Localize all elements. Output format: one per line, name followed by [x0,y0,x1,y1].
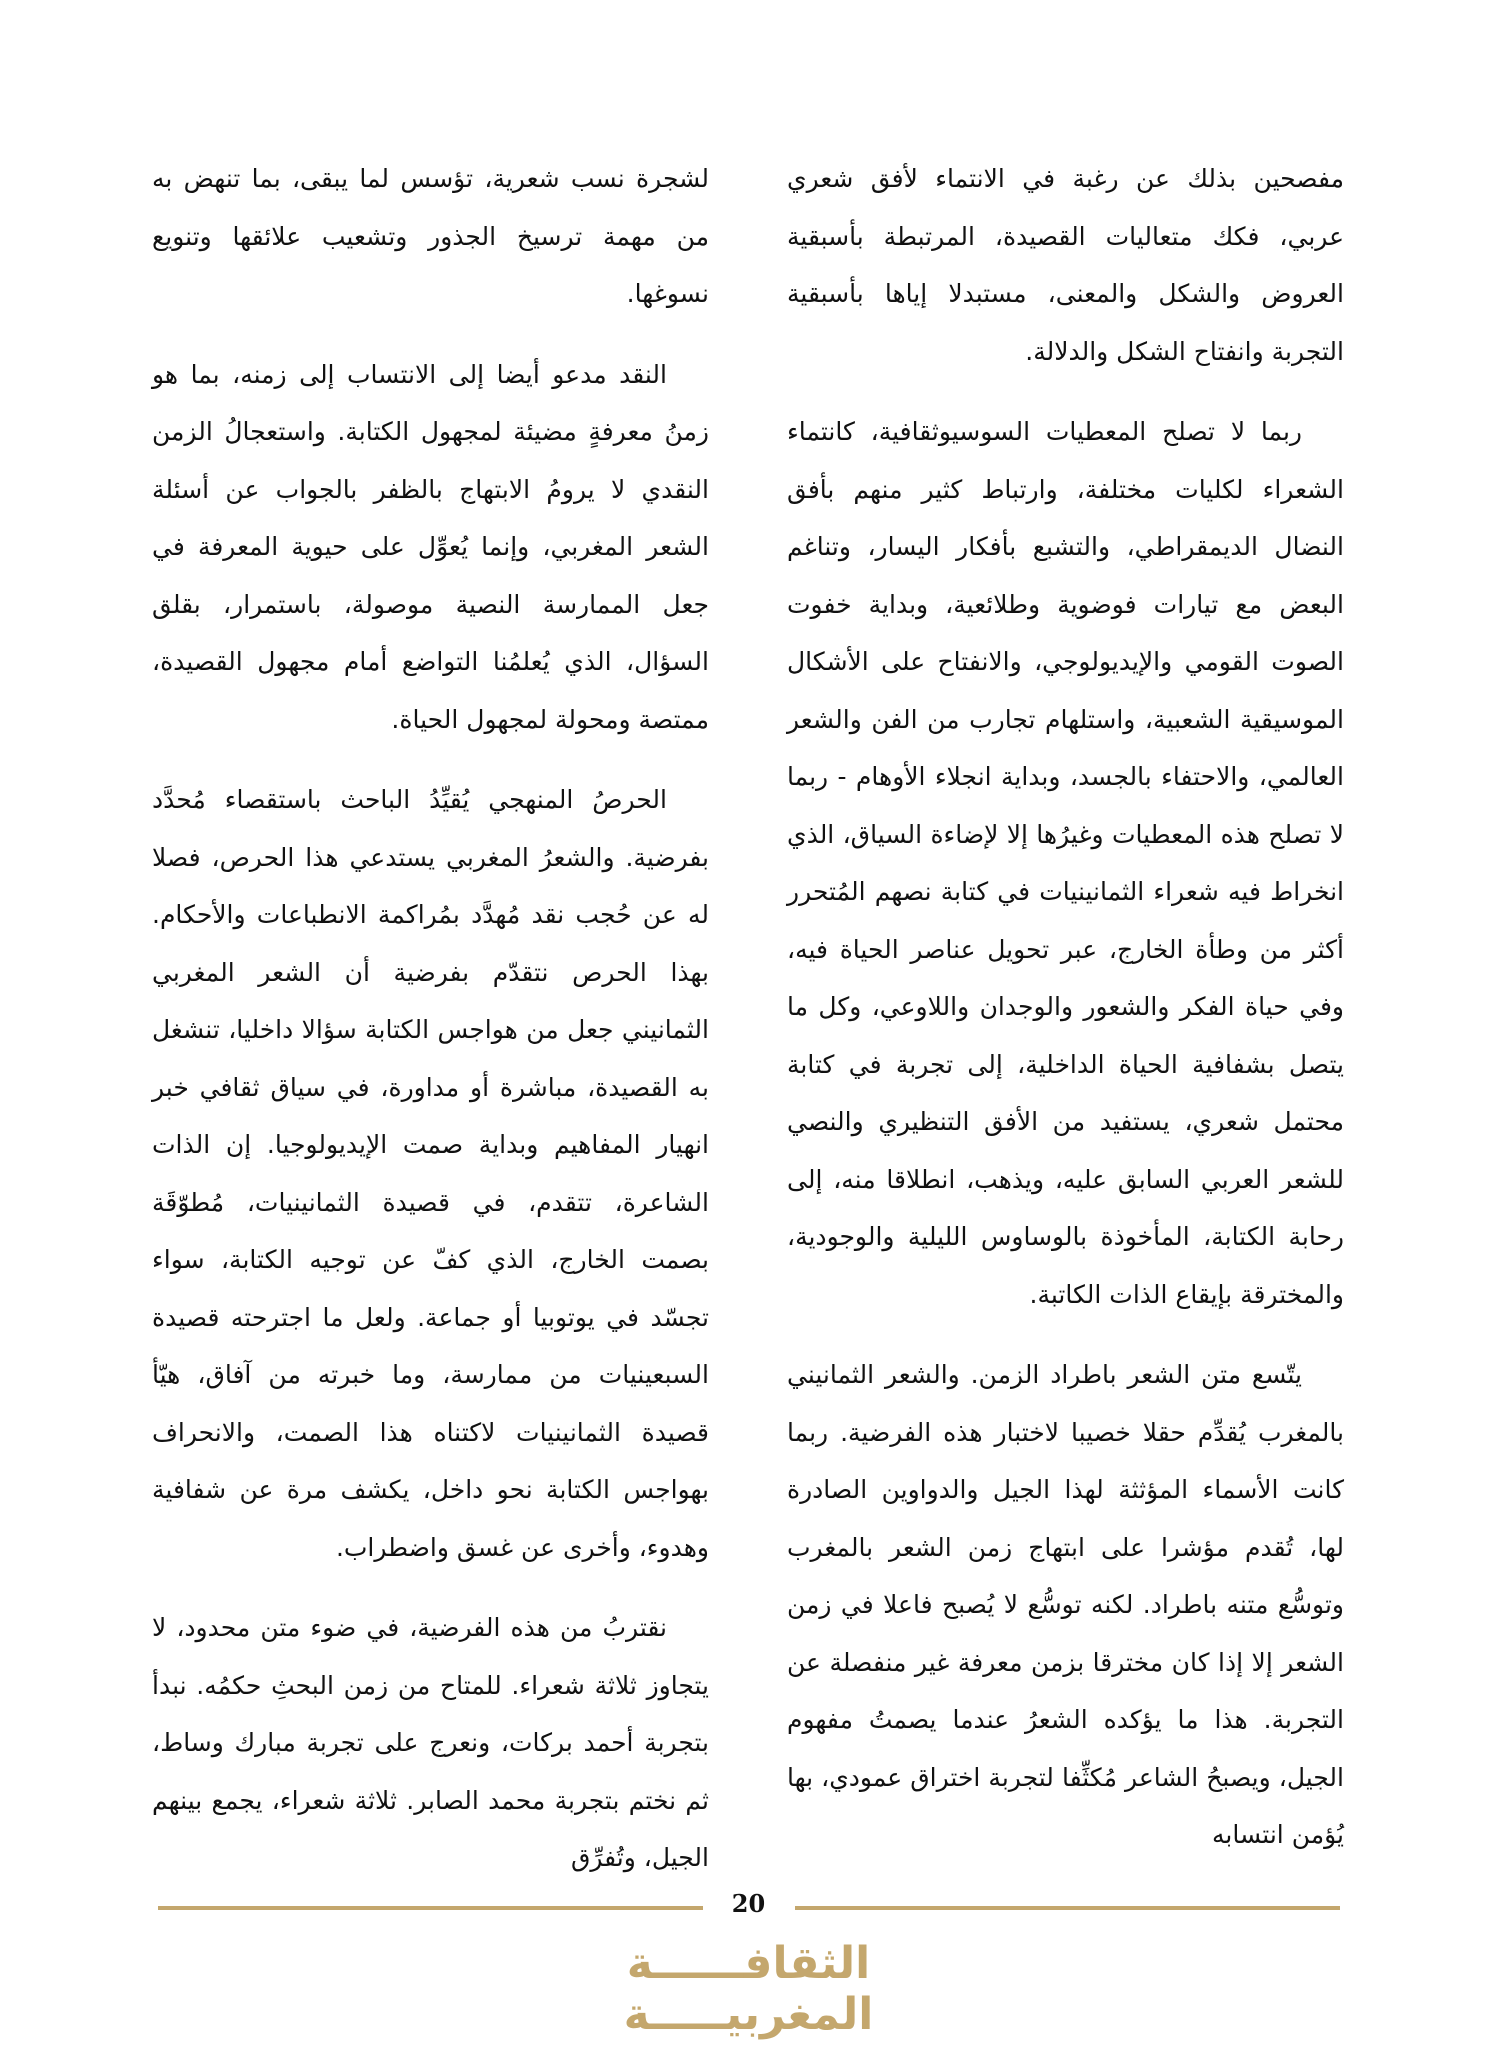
article-column-left [152,150,709,1910]
paragraph: نقتربُ من هذه الفرضية، في ضوء متن محدود، لا يتجاوز ثلاثة شعراء. للمتاح من زمن البحثِ حكمُه. نبدأ بتجربة أحمد بركات، ونعرج على تجربة مبارك وساط، ثم نختم بتجربة محمد الصابر. ثلاثة شعراء، يجمع بينهم الجيل، وتُفرِّق [152,1613,709,1872]
footer-divider-right [795,1906,1340,1910]
article-column-right [787,150,1344,1887]
paragraph: الحرصُ المنهجي يُقيِّدُ الباحث باستقصاء مُحدَّد بفرضية. والشعرُ المغربي يستدعي هذا الحرص، فصلا له عن حُجب نقد مُهدَّد بمُراكمة الانطباعات والأحكام. بهذا الحرص نتقدّم بفرضية أن الشعر المغربي الثمانيني جعل من هواجس الكتابة سؤالا داخليا، تنشغل به القصيدة، مباشرة أو مداورة، في سياق ثقافي خبر انهيار المفاهيم وبداية صمت الإيديولوجيا. إن الذات الشاعرة، تتقدم، في قصيدة الثمانينيات، مُطوّقَة بصمت الخارج، الذي كفّ عن توجيه الكتابة، سواء تجسّد في يوتوبيا أو جماعة. ولعل ما اجترحته قصيدة السبعينيات من ممارسة، وما خبرته من آفاق، هيّأ قصيدة الثمانينيات لاكتناه هذا الصمت، والانحراف بهواجس الكتابة نحو داخل، يكشف مرة عن شفافية وهدوء، وأخرى عن غسق واضطراب. [152,785,709,1562]
paragraph: ربما لا تصلح المعطيات السوسيوثقافية، كانتماء الشعراء لكليات مختلفة، وارتباط كثير منهم بأفق النضال الديمقراطي، والتشبع بأفكار اليسار، وتناغم البعض مع تيارات فوضوية وطلائعية، وبداية خفوت الصوت القومي والإيديولوجي، والانفتاح على الأشكال الموسيقية الشعبية، واستلهام تجارب من الفن والشعر العالمي، والاحتفاء بالجسد، وبداية انجلاء الأوهام - ربما لا تصلح هذه المعطيات وغيرُها إلا لإضاءة السياق، الذي انخراط فيه شعراء الثمانينيات في كتابة نصهم المُتحرر أكثر من وطأة الخارج، عبر تحويل عناصر الحياة فيه، وفي حياة الفكر والشعور والوجدان واللاوعي، وكل ما يتصل بشفافية الحياة الداخلية، إلى تجربة في كتابة محتمل شعري، يستفيد من الأفق التنظيري والنصي للشعر العربي السابق عليه، ويذهب، انطلاقا منه، إلى رحابة الكتابة، المأخوذة بالوساوس الليلية والوجودية، والمخترقة بإيقاع الذات الكاتبة. [787,417,1344,1309]
paragraph: يتّسع متن الشعر باطراد الزمن. والشعر الثمانيني بالمغرب يُقدِّم حقلا خصيبا لاختبار هذه الفرضية. ربما كانت الأسماء المؤثثة لهذا الجيل والدواوين الصادرة لها، تُقدم مؤشرا على ابتهاج زمن الشعر بالمغرب وتوسُّع متنه باطراد. لكنه توسُّع لا يُصبح فاعلا في زمن الشعر إلا إذا كان مخترقا بزمن معرفة غير منفصلة عن التجربة. هذا ما يؤكده الشعرُ عندما يصمتُ مفهوم الجيل، ويصبحُ الشاعر مُكثِّفا لتجربة اختراق عمودي، بها يُؤمن انتسابه [787,1360,1344,1849]
footer-divider-left [158,1906,703,1910]
paragraph: لشجرة نسب شعرية، تؤسس لما يبقى، بما تنهض به من مهمة ترسيخ الجذور وتشعيب علائقها وتنويع نسوغها. [152,164,709,308]
page-number: 20 [731,1889,766,1918]
paragraph: مفصحين بذلك عن رغبة في الانتماء لأفق شعري عربي، فكك متعاليات القصيدة، المرتبطة بأسبقية العروض والشكل والمعنى، مستبدلا إياها بأسبقية التجربة وانفتاح الشكل والدلالة. [787,164,1344,366]
paragraph: النقد مدعو أيضا إلى الانتساب إلى زمنه، بما هو زمنُ معرفةٍ مضيئة لمجهول الكتابة. واستعجالُ الزمن النقدي لا يرومُ الابتهاج بالظفر بالجواب عن أسئلة الشعر المغربي، وإنما يُعوِّل على حيوية المعرفة في جعل الممارسة النصية موصولة، باستمرار، بقلق السؤال، الذي يُعلمُنا التواضع أمام مجهول القصيدة، ممتصة ومحولة لمجهول الحياة. [152,359,709,734]
magazine-title-logo: الثقافــــــة المغربيـــــة [623,1938,874,2040]
